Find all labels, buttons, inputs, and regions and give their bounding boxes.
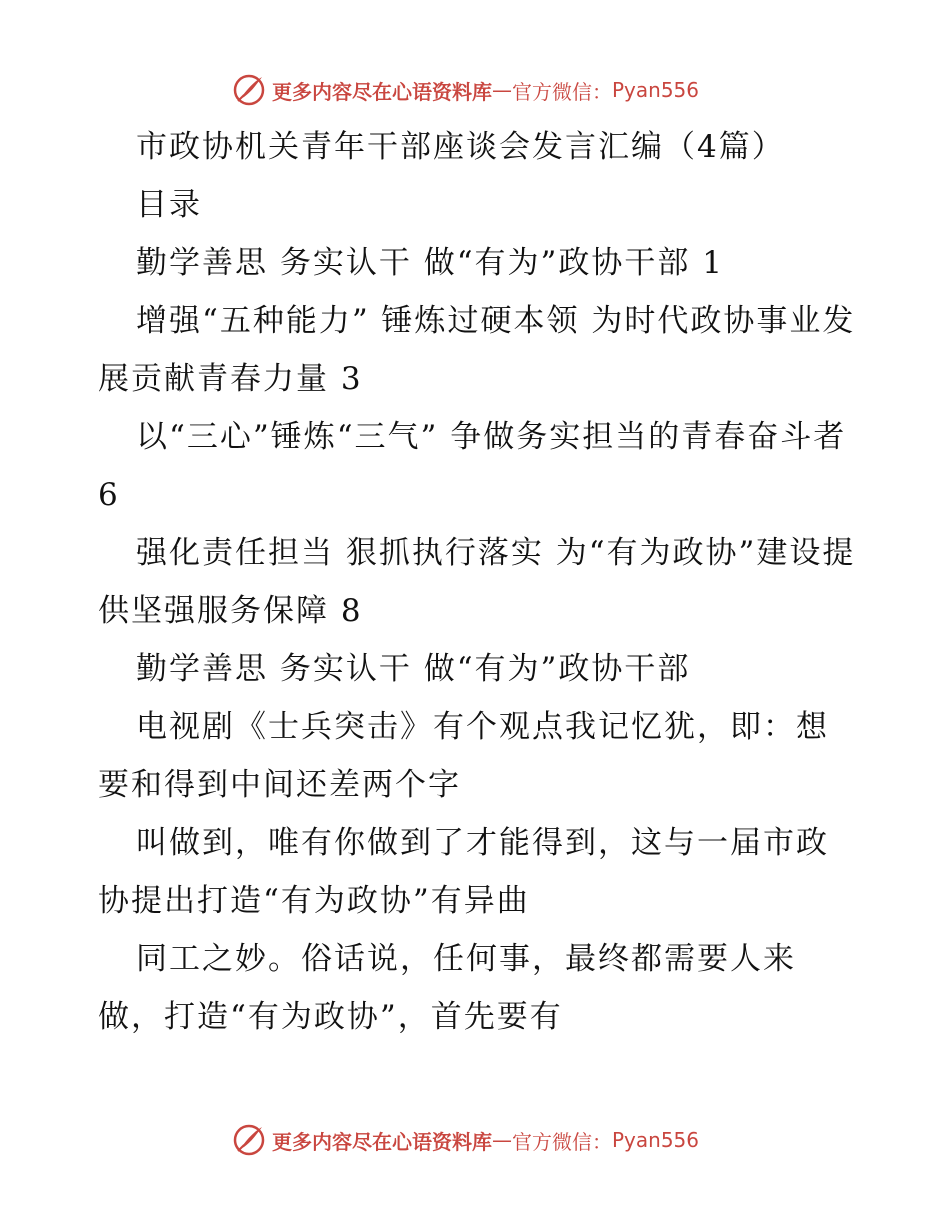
body-paragraph: 电视剧《士兵突击》有个观点我记忆犹，即：想要和得到中间还差两个字 [98, 709, 829, 803]
banner-wechat-id: Pyan556 [612, 78, 700, 102]
header-banner [232, 72, 699, 108]
banner-wechat-label: 官方微信： [512, 79, 612, 104]
banner-dash: — [492, 78, 512, 102]
feather-pen-logo-icon [232, 1123, 266, 1157]
body-paragraph: 同工之妙。俗话说，任何事，最终都需要人来做，打造“有为政协”，首先要有 [98, 941, 796, 1035]
toc-heading: 目录 [136, 187, 202, 223]
footer-banner [232, 1122, 699, 1158]
body-paragraph: 叫做到，唯有你做到了才能得到，这与一届市政协提出打造“有为政协”有异曲 [98, 825, 829, 919]
toc-item: 强化责任担当 狠抓执行落实 为“有为政协”建设提供坚强服务保障 8 [98, 535, 856, 629]
document-body [98, 118, 858, 1046]
section-title: 勤学善思 务实认干 做“有为”政协干部 [136, 651, 691, 687]
banner-main-text: 更多内容尽在心语资料库 [272, 79, 492, 104]
feather-pen-logo-icon [232, 73, 266, 107]
toc-item: 勤学善思 务实认干 做“有为”政协干部 1 [136, 245, 724, 281]
document-title: 市政协机关青年干部座谈会发言汇编（4篇） [136, 129, 785, 165]
banner-wechat-id: Pyan556 [612, 1128, 700, 1152]
banner-wechat-label: 官方微信： [512, 1129, 612, 1154]
toc-item: 增强“五种能力” 锤炼过硬本领 为时代政协事业发展贡献青春力量 3 [98, 303, 856, 397]
banner-dash: — [492, 1128, 512, 1152]
toc-item: 以“三心”锤炼“三气” 争做务实担当的青春奋斗者 6 [98, 419, 859, 513]
banner-main-text: 更多内容尽在心语资料库 [272, 1129, 492, 1154]
